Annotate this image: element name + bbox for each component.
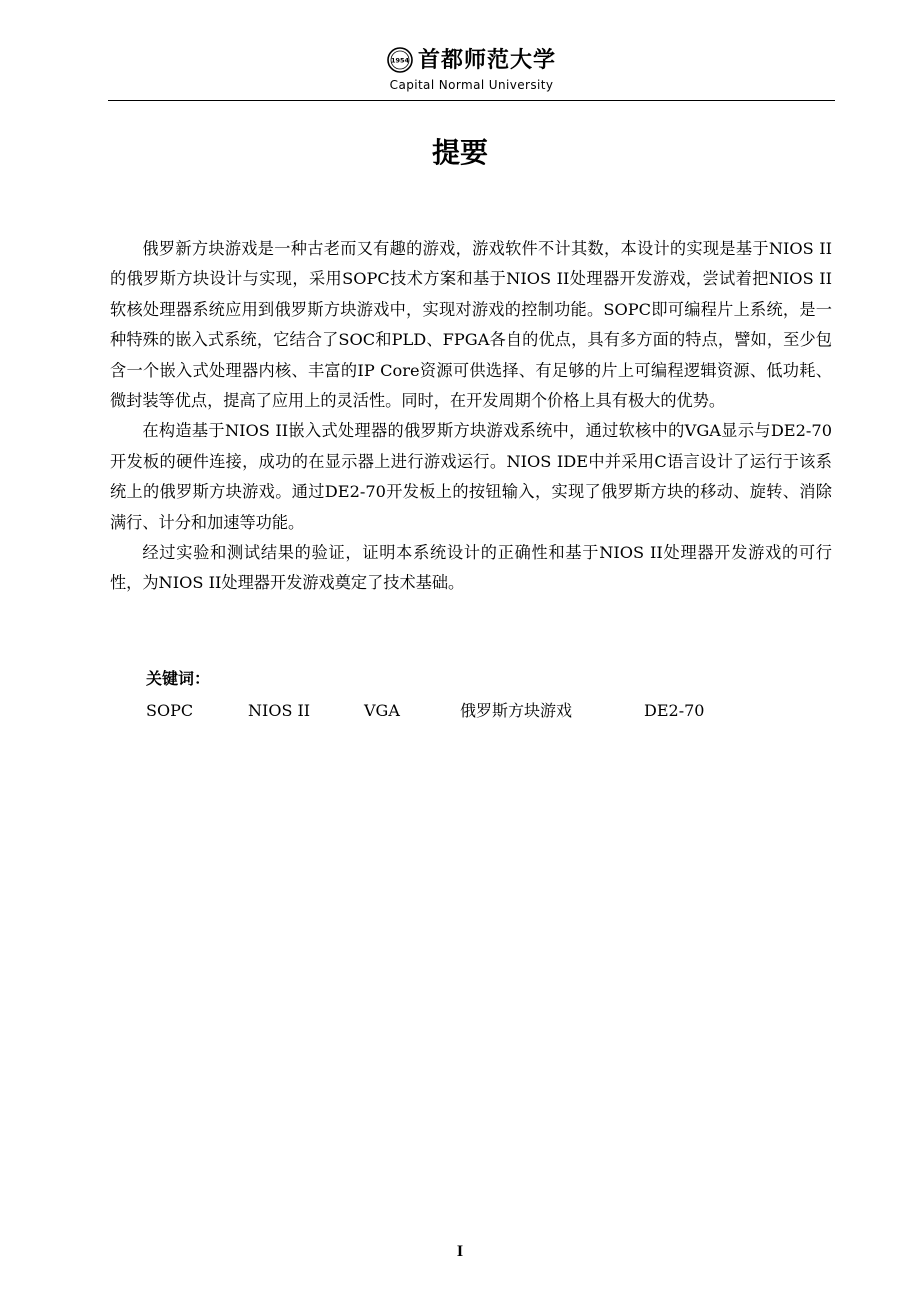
university-name-en: Capital Normal University xyxy=(389,78,554,92)
keywords-label: 关键词： xyxy=(146,669,211,688)
abstract-paragraph-2: 在构造基于NIOS II嵌入式处理器的俄罗斯方块游戏系统中，通过软核中的VGA显示与DE2-70开发板的硬件连接，成功的在显示器上进行游戏运行。NIOS IDE中并采用C语言设计了运行于该系统上的俄罗斯方块游戏。通过DE2-70开发板上的按钮输入，实现了俄罗斯方块的移动、旋转、消除满行、计分和加速等功能。 xyxy=(110,421,832,532)
university-seal-icon xyxy=(387,47,413,73)
keyword-item: SOPC xyxy=(146,701,194,720)
abstract-paragraph-3: 经过实验和测试结果的验证，证明本系统设计的正确性和基于NIOS II处理器开发游戏的可行性，为NIOS II处理器开发游戏奠定了技术基础。 xyxy=(110,543,832,593)
keyword-item: NIOS II xyxy=(248,701,311,720)
keyword-item: VGA xyxy=(364,701,400,720)
abstract-paragraph-1: 俄罗新方块游戏是一种古老而又有趣的游戏，游戏软件不计其数，本设计的实现是基于NIOS II的俄罗斯方块设计与实现，采用SOPC技术方案和基于NIOS II处理器开发游戏，尝试着把NIOS II软核处理器系统应用到俄罗斯方块游戏中，实现对游戏的控制功能。SOPC即可编程片上系统，是一种特殊的嵌入式系统，它结合了SOC和PLD、FPGA各自的优点，具有多方面的特点，譬如，至少包含一个嵌入式处理器内核、丰富的IP Core资源可供选择、有足够的片上可编程逻辑资源、低功耗、微封装等优点，提高了应用上的灵活性。同时，在开发周期个价格上具有极大的优势。 xyxy=(110,239,832,411)
university-name-cn: 首都师范大学 xyxy=(417,47,556,73)
university-logo xyxy=(108,46,835,74)
page-header xyxy=(108,40,835,101)
keyword-item: 俄罗斯方块游戏 xyxy=(460,701,573,720)
page-number: I xyxy=(456,1243,464,1260)
page-title: 提要 xyxy=(431,136,488,169)
seal-text: 1954 xyxy=(390,56,410,65)
keyword-item: DE2-70 xyxy=(644,701,705,720)
abstract-body xyxy=(110,234,832,599)
keywords-list xyxy=(146,697,846,725)
